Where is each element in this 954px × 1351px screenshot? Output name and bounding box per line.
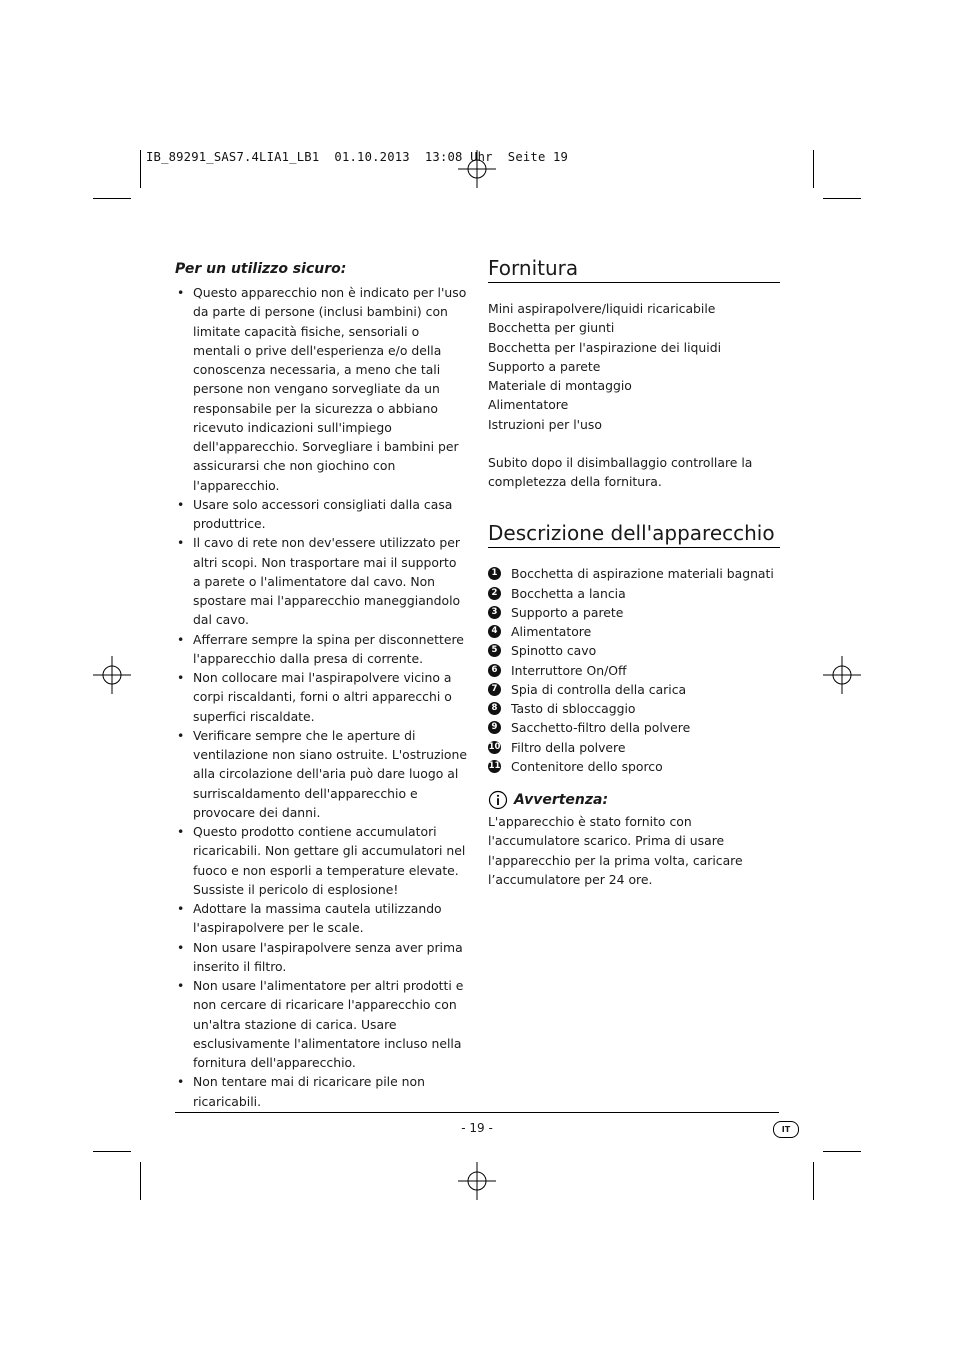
descrizione-title: Descrizione dell'apparecchio [488, 519, 780, 548]
warning-title: Avvertenza: [514, 792, 609, 808]
registration-mark-right [823, 656, 861, 694]
list-item: Istruzioni per l'uso [488, 416, 602, 432]
registration-mark-top [458, 150, 496, 188]
language-badge: IT [773, 1121, 799, 1138]
list-item: • Non collocare mai l'aspirapolvere vicino a corpi riscaldanti, forni o altri apparecchi o superfici riscaldate. [177, 670, 452, 724]
list-item: Bocchetta per l'aspirazione dei liquidi [488, 339, 722, 355]
number-badge: 9 [488, 721, 501, 734]
list-item: 3 Supporto a parete [488, 603, 780, 622]
footer-divider [175, 1112, 779, 1113]
list-item: • Adottare la massima cautela utilizzando l'aspirapolvere per le scale. [177, 901, 442, 936]
registration-mark-bottom [458, 1162, 496, 1200]
page-number: - 19 - [461, 1121, 493, 1135]
number-badge: 5 [488, 644, 501, 657]
list-item: • Il cavo di rete non dev'essere utilizzato per altri scopi. Non trasportare mai il supporto a parete o l'alimentatore dal cavo. Non spostare mai l'apparecchio maneggiandolo dal cavo. [177, 535, 461, 628]
number-badge: 4 [488, 625, 501, 638]
list-item: • Non usare l'aspirapolvere senza aver prima inserito il filtro. [177, 939, 463, 974]
list-item: Alimentatore [488, 397, 569, 413]
list-item: 5 Spinotto cavo [488, 641, 780, 660]
list-item: 11 Contenitore dello sporco [488, 758, 663, 774]
list-item: 7 Spia di controlla della carica [488, 680, 780, 699]
right-column [488, 254, 780, 889]
list-item: • Verificare sempre che le aperture di ventilazione non siano ostruite. L'ostruzione alla circolazione dell'aria può dare luogo al surriscaldamento dell'apparecchio e provocare dei danni. [177, 727, 467, 820]
number-badge: 8 [488, 702, 501, 715]
list-item: • Non tentare mai di ricaricare pile non ricaricabili. [177, 1074, 425, 1109]
fornitura-title: Fornitura [488, 254, 780, 283]
number-badge: 3 [488, 606, 501, 619]
parts-list [488, 564, 780, 776]
list-item: • Non usare l'alimentatore per altri prodotti e non cercare di ricaricare l'apparecchio con un'altra stazione di carica. Usare esclusivamente l'alimentatore incluso nella fornitura dell'apparecchio. [177, 978, 464, 1070]
number-badge: 7 [488, 683, 501, 696]
info-icon [488, 790, 508, 810]
list-item: Materiale di montaggio [488, 378, 632, 393]
list-item: 6 Interruttore On/Off [488, 661, 780, 680]
number-badge: 11 [488, 760, 501, 771]
print-slug: IB_89291_SAS7.4LIA1_LB1 01.10.2013 13:08 Uhr Seite 19 [146, 150, 569, 164]
list-item: 4 Alimentatore [488, 622, 780, 641]
number-badge: 6 [488, 664, 501, 677]
safety-heading: Per un utilizzo sicuro: [175, 261, 347, 277]
registration-mark-left [93, 656, 131, 694]
number-badge: 10 [488, 741, 501, 752]
number-badge: 2 [488, 587, 501, 600]
list-item: • Afferrare sempre la spina per disconnettere l'apparecchio dalla presa di corrente. [177, 631, 464, 666]
fornitura-list [488, 299, 780, 434]
list-item: • Questo apparecchio non è indicato per l'uso da parte di persone (inclusi bambini) con limitate capacità fisiche, sensoriali o mentali o prive dell'esperienza e/o della conoscenza necessaria, a meno che tali persone non vengano sorvegliate da un responsabile per la sicurezza o abbiano ricevuto indicazioni sull'impiego dell'apparecchio. Sorvegliare i bambini per assicurarsi che non giochino con l'apparecchio. [177, 285, 467, 493]
list-item: Mini aspirapolvere/liquidi ricaricabile [488, 301, 716, 316]
list-item: 9 Sacchetto-filtro della polvere [488, 718, 780, 737]
list-item: Supporto a parete [488, 358, 601, 374]
warning-text: L'apparecchio è stato fornito con l'accumulatore scarico. Prima di usare l'apparecchio per la prima volta, caricare l’accumulatore per 24 ore. [488, 814, 743, 887]
list-item: 1 Bocchetta di aspirazione materiali bagnati [488, 564, 780, 583]
list-item: Bocchetta per giunti [488, 320, 615, 336]
list-item: 2 Bocchetta a lancia [488, 584, 780, 603]
list-item: 10 Filtro della polvere [488, 739, 626, 755]
fornitura-note: Subito dopo il disimballaggio controllare la completezza della fornitura. [488, 454, 753, 489]
warning-header [488, 790, 780, 810]
list-item: 8 Tasto di sbloccaggio [488, 699, 780, 718]
safety-section [175, 259, 467, 1111]
number-badge: 1 [488, 567, 501, 580]
list-item: • Usare solo accessori consigliati dalla casa produttrice. [177, 496, 453, 531]
safety-list [175, 283, 467, 1111]
list-item: • Questo prodotto contiene accumulatori ricaricabili. Non gettare gli accumulatori nel fuoco e non esporli a temperature elevate. Sussiste il pericolo di esplosione! [177, 824, 466, 897]
